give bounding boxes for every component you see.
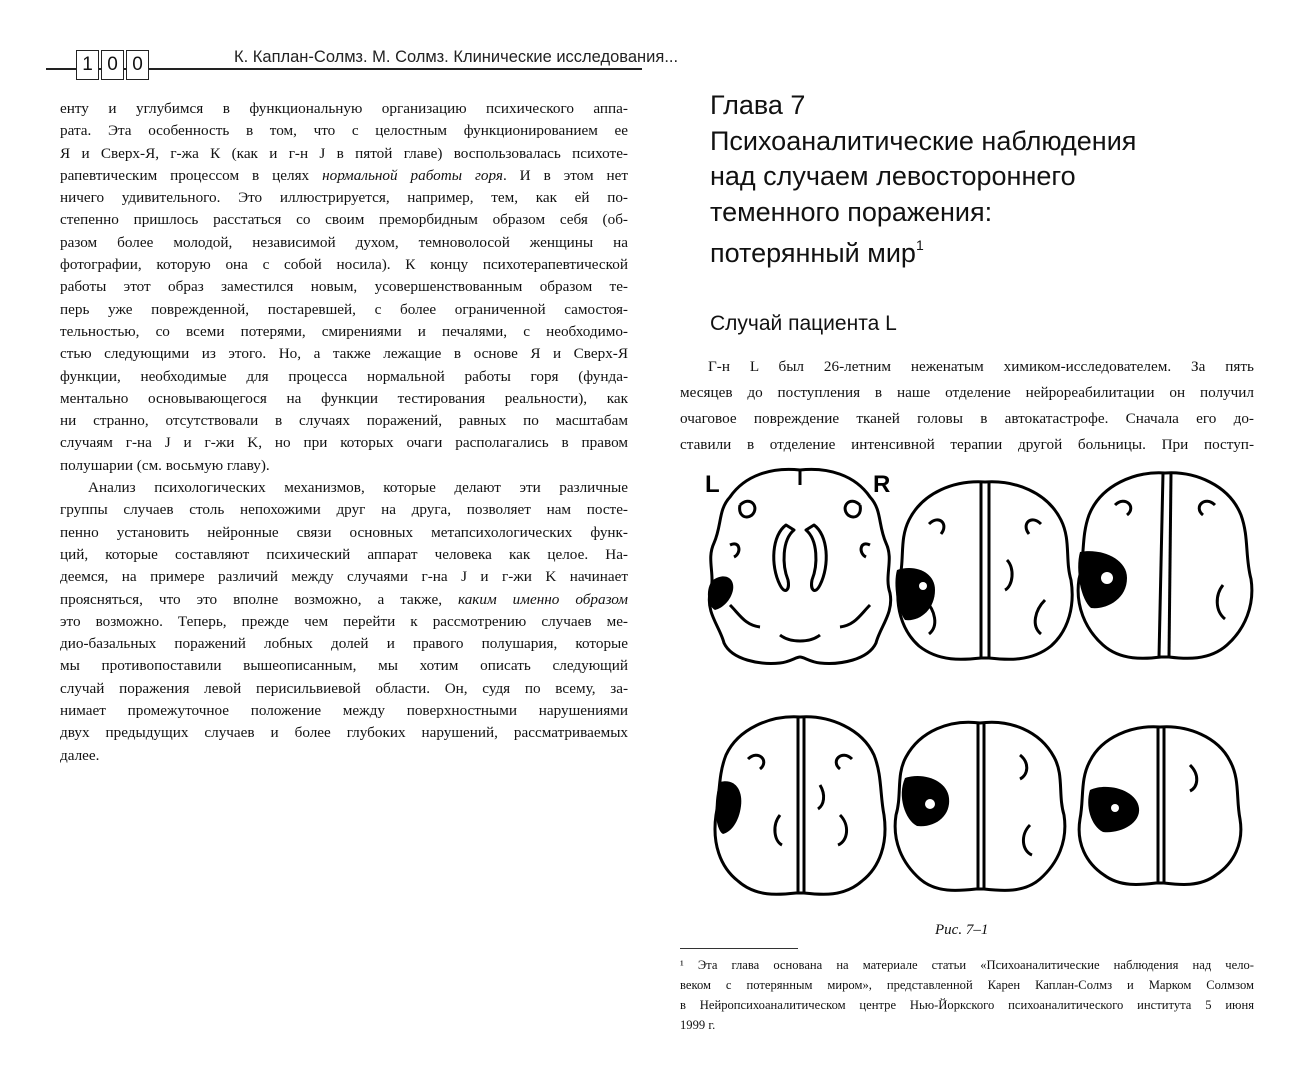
brain-slices-figure xyxy=(695,460,1255,900)
text-line: стью следующими из этого. Но, а также лежащие в основе Я и Сверх-Я xyxy=(60,345,628,363)
chapter-label: Глава 7 xyxy=(710,90,806,120)
chapter-title-line xyxy=(710,230,1136,272)
text-line: Г-н L был 26-летним неженатым химиком-исследователем. За пять xyxy=(708,358,1254,375)
text-line: Я и Сверх-Я, г-жа К (как и г-н J в пятой главе) воспользовалась психоте- xyxy=(60,144,628,162)
text-fragment: рапевтическим процессом в целях xyxy=(60,166,323,184)
text-line: случаям г-на J и г-жи K, но при которых очаги располагались в правом xyxy=(60,434,628,452)
text-line: ни странно, отсутствовали в случаях поражений, равных по масштабам xyxy=(60,412,628,430)
text-fragment: проясняться, что это вполне возможно, а также, xyxy=(60,590,458,608)
page-number-digit: 0 xyxy=(126,50,149,80)
italic-phrase: нормальной работы горя xyxy=(322,166,503,184)
footnote-rule xyxy=(680,948,798,949)
label-right: R xyxy=(873,471,891,498)
text-line: перь уже поврежденной, постаревшей, с более ограниченной самостоя- xyxy=(60,300,628,318)
text-fragment: . И в этом нет xyxy=(502,166,629,184)
chapter-title-line: теменного поражения: xyxy=(710,196,993,227)
text-line xyxy=(60,589,628,611)
text-line: мы противопоставили вышеописанным, мы хотим описать следующий xyxy=(60,657,628,675)
lesions xyxy=(708,551,1139,834)
chapter-title-line: над случаем левостороннего xyxy=(710,161,1076,191)
text-line: группы случаев столь непохожими друг на друга, позволяет нам посте- xyxy=(60,501,628,519)
section-title: Случай пациента L xyxy=(710,312,897,335)
left-body-text xyxy=(60,98,628,767)
text-line: месяцев до поступления в наше отделение нейрореабилитации он получил xyxy=(680,384,1254,401)
text-line: двух предыдущих случаев и более глубоких нарушений, рассматриваемых xyxy=(60,724,628,742)
lesion xyxy=(716,781,742,834)
footnote-marker: 1 xyxy=(915,237,924,253)
text-line: деемся, на примере различий между случаями г-на J и г-жи K начинает xyxy=(60,568,628,586)
text-line: очаговое повреждение тканей головы в автокатастрофе. Сначала его до- xyxy=(680,410,1254,427)
running-header-title: К. Каплан-Солмз. М. Солмз. Клинические исследования... xyxy=(230,48,682,67)
footnote xyxy=(680,955,1254,1035)
footnote-line: в Нейропсихоаналитическом центре Нью-Йоркского психоаналитического института 5 июня xyxy=(680,998,1254,1012)
text-line: дио-базальных поражений лобных долей и правого полушария, которые xyxy=(60,635,628,653)
chapter-heading xyxy=(710,88,1136,272)
right-page xyxy=(655,0,1310,1080)
text-line: это возможно. Теперь, прежде чем перейти к рассмотрению случаев ме- xyxy=(60,612,628,630)
text-line: работы этот образ заместился новым, усовершенствованным образом те- xyxy=(60,278,628,296)
text-line: полушарии (см. восьмую главу). xyxy=(60,456,270,474)
text-line: функции, необходимые для процесса нормальной работы горя (фунда- xyxy=(60,367,628,385)
text-line: пенно установить нейронные связи основных метапсихологических функ- xyxy=(60,523,628,541)
right-body-text xyxy=(680,354,1254,458)
text-line: ций, которые составляют психический аппарат человека как целое. На- xyxy=(60,545,628,563)
text-line: случай поражения левой перисильвиевой области. Он, судя по всему, за- xyxy=(60,679,628,697)
lesion-highlights xyxy=(919,572,1119,812)
text-line: степенно пришлось расстаться со своим преморбидным образом себя (об- xyxy=(60,211,628,229)
page-number-digit: 0 xyxy=(101,50,124,80)
text-line: енту и углубимся в функциональную организацию психического аппа- xyxy=(60,100,628,117)
text-line: ставили в отделение интенсивной терапии другой больницы. При поступ- xyxy=(680,436,1254,453)
page-number-digit: 1 xyxy=(76,50,99,80)
text-line xyxy=(60,165,628,187)
lesion xyxy=(902,776,949,826)
chapter-title-line: Психоаналитические наблюдения xyxy=(710,125,1137,156)
footnote-line: веком с потерянным миром», представленной Карен Каплан-Солмз и Марком Солмзом xyxy=(680,978,1254,992)
label-left: L xyxy=(705,471,720,498)
text-line: разом более молодой, независимой духом, темноволосой женщины на xyxy=(60,233,628,251)
text-line: рата. Эта особенность в том, что с целостным функционированием ее xyxy=(60,122,628,140)
lesion xyxy=(895,568,935,620)
footnote-line: 1999 г. xyxy=(680,1018,716,1032)
text-line: далее. xyxy=(60,746,100,764)
text-line: тельностью, со всеми потерями, смирениями и печалями, с необходимо- xyxy=(60,322,628,340)
brain-slice xyxy=(709,469,890,663)
running-header xyxy=(46,44,679,78)
text-line: ничего удивительного. Это иллюстрируется, например, тем, как ей по- xyxy=(60,189,628,207)
brain-slice xyxy=(898,482,1072,660)
text-line: Анализ психологических механизмов, которые делают эти различные xyxy=(88,479,628,497)
italic-phrase: каким именно образом xyxy=(457,590,628,608)
text-line: нимает промежуточное положение между поверхностными нарушениями xyxy=(60,702,628,720)
footnote-line: ¹ Эта глава основана на материале статьи «Психоаналитические наблюдения над чело- xyxy=(680,958,1254,972)
chapter-title-text: потерянный мир xyxy=(710,238,916,268)
figure-caption: Рис. 7–1 xyxy=(935,922,989,938)
text-line: ментально основывающегося на функции тестирования реальности), как xyxy=(60,389,628,407)
text-line: фотографии, которую она с собой носила). К концу психотерапевтической xyxy=(60,256,628,274)
